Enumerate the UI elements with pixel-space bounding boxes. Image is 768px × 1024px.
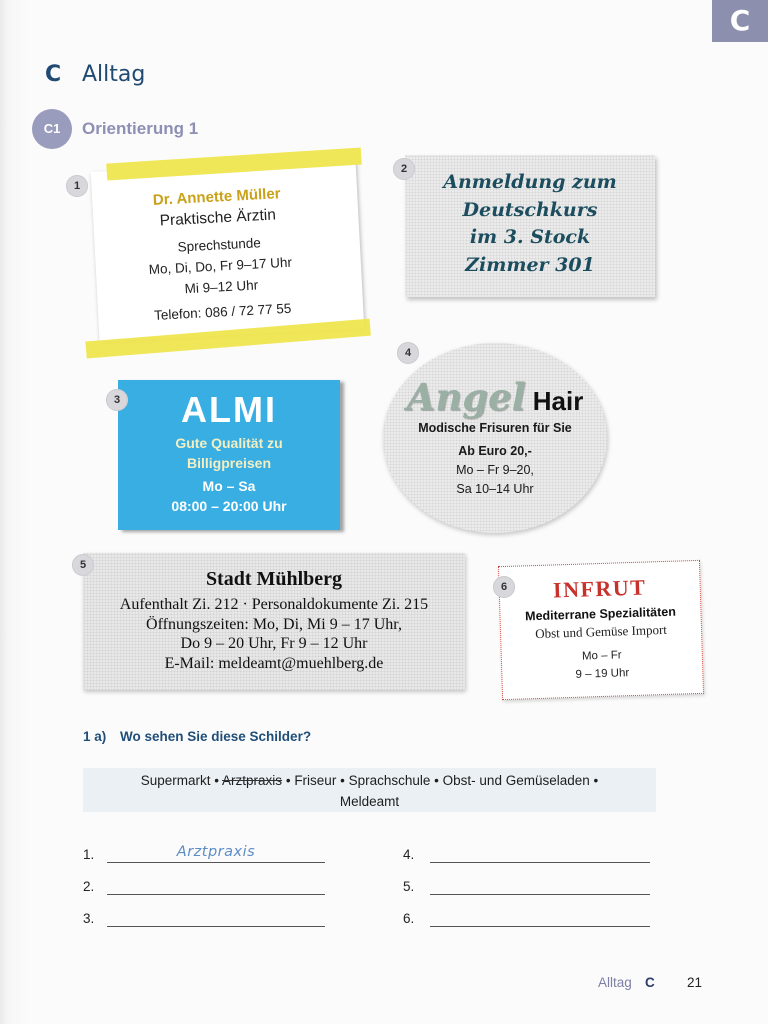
town-hall-line: Öffnungszeiten: Mo, Di, Mi 9 – 17 Uhr, (146, 615, 402, 633)
section-title: Orientierung 1 (82, 119, 199, 138)
sign-fruit-shop (498, 560, 704, 700)
word-separator: • (593, 773, 599, 788)
sign-text-line: im 3. Stock (469, 226, 591, 248)
doctor-name: Dr. Annette Müller (152, 185, 281, 209)
word-separator: • (285, 773, 291, 788)
office-hours-line: Mi 9–12 Uhr (184, 277, 259, 297)
sign-text-line: Zimmer 301 (465, 253, 595, 276)
footer-section-letter: C (645, 975, 655, 990)
answer-blank[interactable] (430, 840, 650, 863)
tape-strip (106, 148, 362, 181)
supermarket-hours: Mo – Sa (202, 478, 256, 494)
answer-number: 4. (403, 847, 415, 862)
sign-text-line: Anmeldung zum (443, 171, 617, 193)
exercise-label: 1 a) (83, 729, 107, 744)
word-option: Arztpraxis (222, 773, 283, 788)
office-hours-title: Sprechstunde (177, 235, 262, 255)
footer-section-title: Alltag (598, 975, 632, 990)
doctor-phone: Telefon: 086 / 72 77 55 (153, 300, 292, 323)
office-hours-line: Mo, Di, Do, Fr 9–17 Uhr (148, 254, 293, 278)
fruit-shop-hours: 9 – 19 Uhr (575, 667, 630, 681)
answer-number: 5. (403, 879, 415, 894)
word-separator: • (214, 773, 220, 788)
town-hall-line: Aufenthalt Zi. 212 · Personaldokumente Zi. 215 (119, 596, 429, 613)
answer-blank[interactable] (430, 872, 650, 895)
answer-number: 1. (83, 847, 95, 862)
sign-number-badge: 1 (66, 175, 88, 197)
sign-number-badge: 2 (393, 158, 415, 180)
town-hall-email: E-Mail: meldeamt@muehlberg.de (164, 654, 384, 672)
answer-blank[interactable] (107, 872, 325, 895)
page-number: 21 (687, 975, 703, 990)
hairdresser-hours: Mo – Fr 9–20, (456, 463, 534, 477)
chapter-title: Alltag (82, 62, 146, 87)
answer-value: Arztpraxis (176, 844, 256, 860)
sign-doctor-content (92, 180, 364, 329)
hairdresser-hours: Sa 10–14 Uhr (456, 481, 534, 496)
word-box-line (83, 791, 656, 812)
fruit-shop-subtitle: Obst und Gemüse Import (534, 621, 668, 642)
chapter-letter: C (45, 62, 62, 87)
answer-number: 3. (83, 911, 95, 926)
fruit-shop-brand: INFRUT (552, 574, 647, 603)
word-option: Sprachschule (348, 773, 431, 788)
fruit-shop-hours: Mo – Fr (581, 649, 622, 663)
brand-word: Hair (532, 386, 584, 416)
doctor-profession: Praktische Ärztin (159, 206, 277, 230)
exercise-question: Wo sehen Sie diese Schilder? (120, 729, 312, 744)
town-hall-line: Do 9 – 20 Uhr, Fr 9 – 12 Uhr (180, 635, 368, 652)
sign-text-line: Deutschkurs (462, 198, 598, 221)
word-box-line (83, 768, 656, 791)
sign-number-badge: 6 (493, 576, 515, 598)
word-separator: • (340, 773, 345, 788)
word-box (83, 768, 656, 812)
word-option: Supermarkt (140, 773, 211, 788)
town-hall-title: Stadt Mühlberg (205, 568, 343, 590)
fruit-shop-tagline: Mediterrane Spezialitäten (524, 604, 677, 624)
answer-number: 2. (83, 879, 95, 894)
sign-doctor (91, 158, 365, 342)
chapter-tab: C (712, 0, 768, 42)
brand-word: Angel (406, 375, 526, 419)
supermarket-brand: ALMI (181, 389, 277, 430)
sign-course-registration (405, 155, 655, 297)
sign-town-hall (83, 553, 465, 690)
section-badge: C1 (32, 109, 72, 149)
word-option: Friseur (294, 773, 337, 788)
word-separator: • (434, 773, 439, 788)
answer-blank[interactable] (107, 840, 325, 863)
hairdresser-tagline: Modische Frisuren für Sie (418, 421, 572, 435)
supermarket-slogan: Billigpreisen (186, 455, 272, 471)
supermarket-hours: 08:00 – 20:00 Uhr (171, 497, 287, 514)
sign-number-badge: 3 (106, 389, 128, 411)
answer-number: 6. (403, 911, 415, 926)
sign-number-badge: 4 (397, 342, 419, 364)
answer-blank[interactable] (430, 904, 650, 927)
sign-number-badge: 5 (72, 554, 94, 576)
word-option: Meldeamt (339, 794, 400, 809)
sign-supermarket (118, 380, 340, 530)
supermarket-slogan: Gute Qualität zu (175, 435, 283, 451)
word-option: Obst- und Gemüseladen (442, 773, 590, 788)
answer-blank[interactable] (107, 904, 325, 927)
sign-hairdresser (383, 343, 607, 533)
hairdresser-brand (383, 376, 607, 418)
hairdresser-price: Ab Euro 20,- (458, 444, 532, 458)
